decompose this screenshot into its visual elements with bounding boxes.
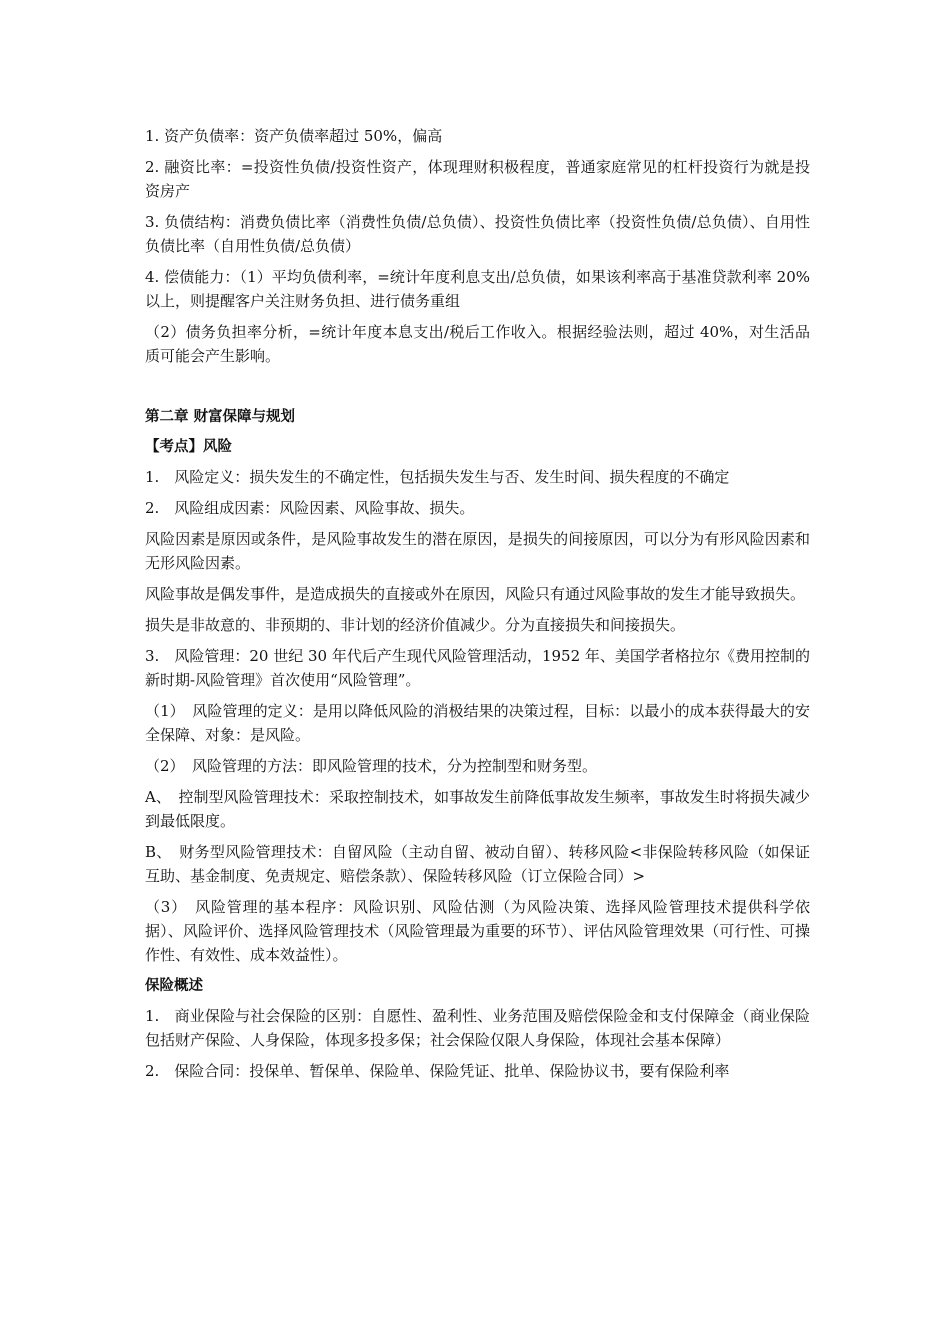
paragraph-loss: 损失是非故意的、非预期的、非计划的经济价值减少。分为直接损失和间接损失。: [145, 616, 686, 634]
paragraph-financial-technique: B、 财务型风险管理技术：自留风险（主动自留、被动自留）、转移风险<非保险转移风险（如保证互助、基金制度、免责规定、赔偿条款）、保险转移风险（订立保险合同）>: [145, 843, 810, 885]
paragraph-risk-accident: 风险事故是偶发事件，是造成损失的直接或外在原因，风险只有通过风险事故的发生才能导致损失。: [145, 585, 806, 603]
chapter-title: 第二章 财富保障与规划: [145, 409, 296, 425]
paragraph-rm-procedure: （3） 风险管理的基本程序：风险识别、风险估测（为风险决策、选择风险管理技术提供科学依据）、风险评价、选择风险管理技术（风险管理最为重要的环节）、评估风险管理效果（可行性、可操作性、有效性、成本效益性）。: [145, 898, 810, 964]
paragraph-insurance-difference: 1. 商业保险与社会保险的区别：自愿性、盈利性、业务范围及赔偿保险金和支付保障金（商业保险包括财产保险、人身保险，体现多投多保；社会保险仅限人身保险，体现社会基本保障）: [145, 1007, 810, 1049]
paragraph-financing-ratio: 2. 融资比率：=投资性负债/投资性资产，体现理财积极程度，普通家庭常见的杠杆投资行为就是投资房产: [145, 158, 810, 200]
paragraph-rm-methods: （2） 风险管理的方法：即风险管理的技术，分为控制型和财务型。: [145, 757, 598, 775]
insurance-heading: 保险概述: [145, 978, 203, 994]
paragraph-debt-ratio: 1. 资产负债率：资产负债率超过 50%，偏高: [145, 127, 443, 145]
paragraph-risk-factors: 2. 风险组成因素：风险因素、风险事故、损失。: [145, 499, 475, 517]
paragraph-control-technique: A、 控制型风险管理技术：采取控制技术，如事故发生前降低事故发生频率，事故发生时将损失减少到最低限度。: [145, 788, 810, 830]
section-gap: [145, 375, 810, 405]
paragraph-rm-definition: （1） 风险管理的定义：是用以降低风险的消极结果的决策过程，目标：以最小的成本获得最大的安全保障、对象：是风险。: [145, 702, 810, 744]
document-body: [145, 124, 810, 1090]
paragraph-risk-definition: 1. 风险定义：损失发生的不确定性，包括损失发生与否、发生时间、损失程度的不确定: [145, 468, 730, 486]
paragraph-debt-structure: 3. 负债结构：消费负债比率（消费性负债/总负债）、投资性负债比率（投资性负债/总负债）、自用性负债比率（自用性负债/总负债）: [145, 213, 810, 255]
paragraph-insurance-contract: 2. 保险合同：投保单、暂保单、保险单、保险凭证、批单、保险协议书，要有保险利率: [145, 1062, 730, 1080]
paragraph-risk-cause: 风险因素是原因或条件，是风险事故发生的潜在原因，是损失的间接原因，可以分为有形风险因素和无形风险因素。: [145, 530, 810, 572]
topic-heading: 【考点】风险: [145, 439, 232, 455]
paragraph-debt-burden: （2）债务负担率分析，=统计年度本息支出/税后工作收入。根据经验法则，超过 40%，对生活品质可能会产生影响。: [145, 323, 810, 365]
paragraph-solvency: 4. 偿债能力：（1）平均负债利率，=统计年度利息支出/总负债，如果该利率高于基准贷款利率 20%以上，则提醒客户关注财务负担、进行债务重组: [145, 268, 810, 310]
paragraph-risk-management: 3. 风险管理：20 世纪 30 年代后产生现代风险管理活动，1952 年、美国学者格拉尔《费用控制的新时期-风险管理》首次使用“风险管理”。: [145, 647, 810, 689]
